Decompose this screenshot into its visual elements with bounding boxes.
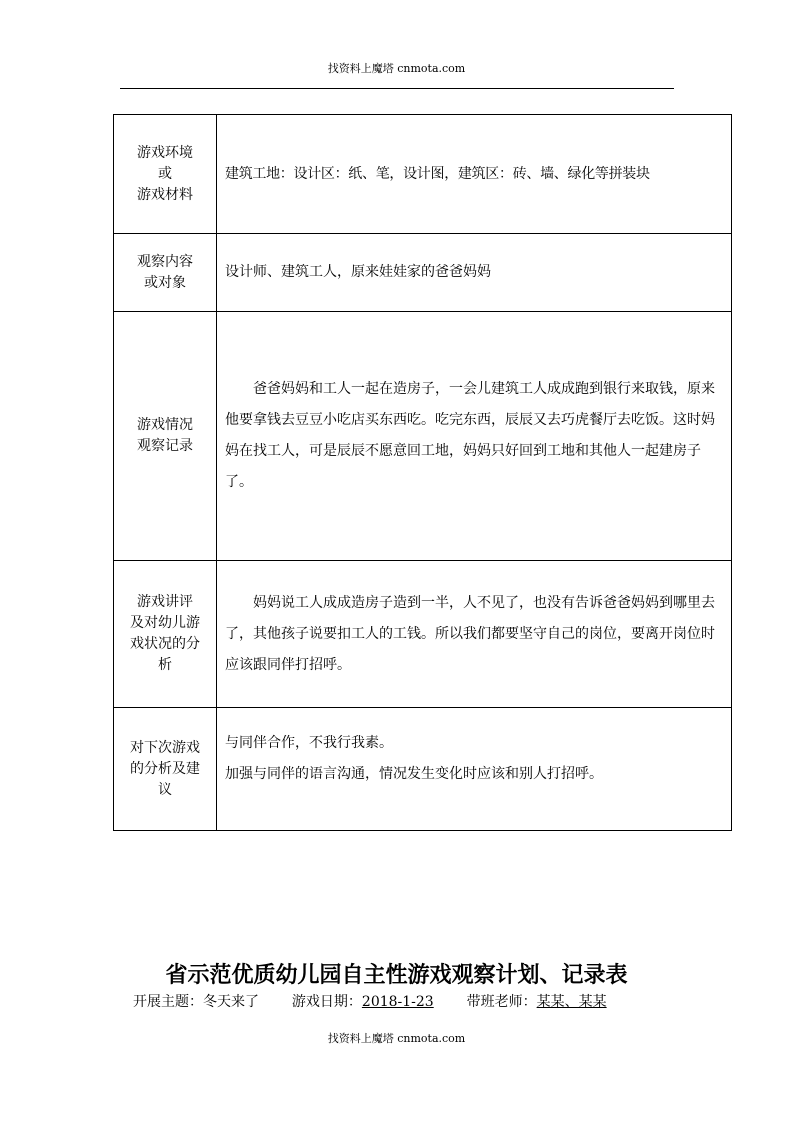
table-row-next-suggestions: [114, 708, 732, 831]
teacher-value: 某某、某某: [536, 994, 607, 1010]
date-value: 2018-1-23: [361, 994, 434, 1010]
theme-label: 开展主题：: [133, 994, 203, 1010]
table-row-observation-record: [114, 312, 732, 561]
row-label-observation-target: 观察内容 或对象: [114, 234, 217, 312]
teacher-label: 带班老师：: [466, 994, 537, 1010]
observation-table: [113, 114, 732, 831]
header-divider: [120, 88, 674, 89]
document-meta: [133, 991, 607, 1011]
row-content-observation-target: 设计师、建筑工人，原来娃娃家的爸爸妈妈: [217, 234, 732, 312]
row-label-environment: 游戏环境 或 游戏材料: [114, 115, 217, 234]
page-header-watermark: 找资料上魔塔 cnmota.com: [327, 62, 466, 75]
row-content-review-analysis: 妈妈说工人成成造房子造到一半，人不见了，也没有告诉爸爸妈妈到哪里去了，其他孩子说要扣工人的工钱。所以我们都要坚守自己的岗位，要离开岗位时应该跟同伴打招呼。: [217, 561, 732, 708]
date-label: 游戏日期：: [291, 994, 362, 1010]
table-row-environment: [114, 115, 732, 234]
row-content-observation-record: 爸爸妈妈和工人一起在造房子，一会儿建筑工人成成跑到银行来取钱，原来他要拿钱去豆豆小吃店买东西吃。吃完东西，辰辰又去巧虎餐厅去吃饭。这时妈妈在找工人，可是辰辰不愿意回工地，妈妈只好回到工地和其他人一起建房子了。: [217, 312, 732, 561]
row-label-observation-record: 游戏情况 观察记录: [114, 312, 217, 561]
table-row-observation-target: [114, 234, 732, 312]
row-content-environment: 建筑工地：设计区：纸、笔，设计图，建筑区：砖、墙、绿化等拼装块: [217, 115, 732, 234]
row-label-next-suggestions: 对下次游戏 的分析及建 议: [114, 708, 217, 831]
theme-value: 冬天来了: [203, 994, 259, 1010]
row-label-review-analysis: 游戏讲评 及对幼儿游 戏状况的分 析: [114, 561, 217, 708]
table-row-review-analysis: [114, 561, 732, 708]
page-footer-watermark: 找资料上魔塔 cnmota.com: [327, 1032, 466, 1045]
row-content-next-suggestions: 与同伴合作，不我行我素。 加强与同伴的语言沟通，情况发生变化时应该和别人打招呼。: [217, 708, 732, 831]
document-title: 省示范优质幼儿园自主性游戏观察计划、记录表: [165, 962, 628, 988]
